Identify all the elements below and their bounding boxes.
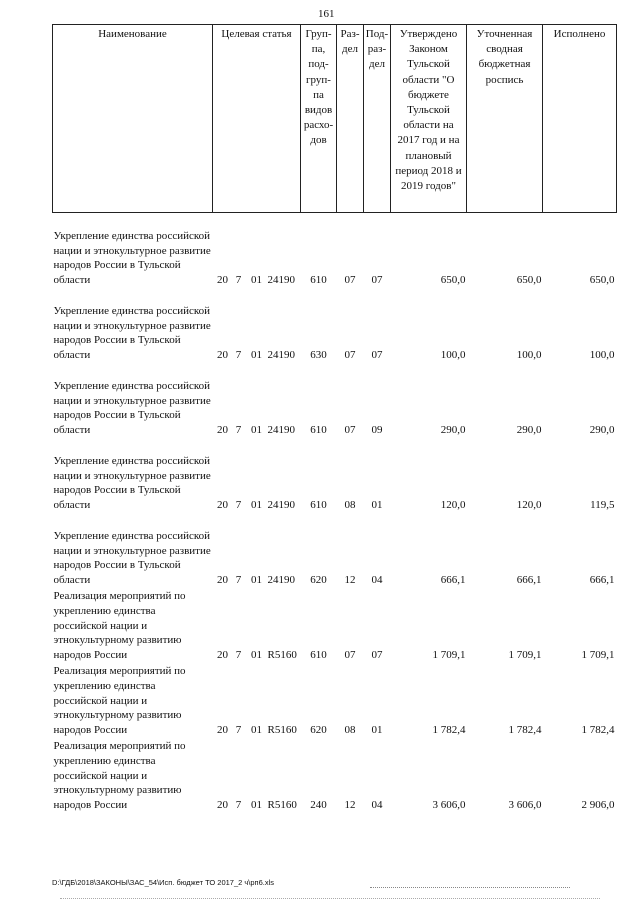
target-code-part: 24190 bbox=[267, 274, 295, 287]
target-code-part: 01 bbox=[251, 799, 262, 812]
row-group: 610 bbox=[310, 649, 327, 662]
header-executed: Исполнено bbox=[543, 25, 617, 213]
header-section: Раз-дел bbox=[337, 25, 364, 213]
budget-table bbox=[52, 24, 617, 813]
target-code-part: 01 bbox=[251, 349, 262, 362]
row-executed: 2 906,0 bbox=[581, 799, 615, 812]
row-group: 630 bbox=[310, 349, 327, 362]
row-approved: 1 709,1 bbox=[432, 649, 466, 662]
table-row bbox=[53, 663, 617, 738]
row-group: 620 bbox=[310, 574, 327, 587]
target-code-part: 20 bbox=[217, 799, 228, 812]
header-target: Целевая статья bbox=[213, 25, 301, 213]
row-section: 07 bbox=[344, 349, 356, 362]
table-row bbox=[53, 588, 617, 663]
page-number: 161 bbox=[318, 8, 335, 20]
row-section: 12 bbox=[344, 799, 356, 812]
row-name: Укрепление единства российской нации и этнокультурное развитие народов России в Тульской области bbox=[53, 229, 211, 287]
row-name: Реализация мероприятий по укреплению единства российской нации и этнокультурному развитию народов России bbox=[53, 590, 186, 662]
target-code-part: 7 bbox=[235, 649, 242, 662]
row-executed: 1 782,4 bbox=[581, 724, 615, 737]
header-name: Наименование bbox=[53, 25, 213, 213]
row-approved: 120,0 bbox=[440, 499, 466, 512]
row-approved: 290,0 bbox=[440, 424, 466, 437]
row-subsection: 07 bbox=[371, 649, 383, 662]
target-code-part: 01 bbox=[251, 274, 262, 287]
row-refined: 666,1 bbox=[516, 574, 542, 587]
row-subsection: 04 bbox=[371, 799, 383, 812]
row-refined: 120,0 bbox=[516, 499, 542, 512]
table-row bbox=[53, 438, 617, 513]
table-row bbox=[53, 513, 617, 588]
table-row bbox=[53, 213, 617, 289]
row-executed: 100,0 bbox=[589, 349, 615, 362]
row-section: 07 bbox=[344, 649, 356, 662]
target-code-part: 24190 bbox=[267, 349, 295, 362]
row-approved: 650,0 bbox=[440, 274, 466, 287]
row-approved: 100,0 bbox=[440, 349, 466, 362]
target-code-part: 01 bbox=[251, 649, 262, 662]
target-code-part: 7 bbox=[235, 724, 242, 737]
row-subsection: 07 bbox=[371, 274, 383, 287]
row-subsection: 07 bbox=[371, 349, 383, 362]
target-code-part: 7 bbox=[235, 349, 242, 362]
row-group: 240 bbox=[310, 799, 327, 812]
target-code-part: 24190 bbox=[267, 424, 295, 437]
file-path-footer: D:\ГДБ\2018\ЗАКОНЫ\ЗАС_54\Исп. бюджет ТО 2017_2 ч\рп6.xls bbox=[52, 878, 275, 887]
row-section: 08 bbox=[344, 724, 356, 737]
row-name: Укрепление единства российской нации и этнокультурное развитие народов России в Тульской области bbox=[53, 454, 211, 512]
row-target-code bbox=[213, 288, 301, 363]
row-group: 610 bbox=[310, 424, 327, 437]
target-code-part: 20 bbox=[217, 724, 228, 737]
row-executed: 650,0 bbox=[589, 274, 615, 287]
row-group: 620 bbox=[310, 724, 327, 737]
target-code-part: 20 bbox=[217, 349, 228, 362]
row-section: 07 bbox=[344, 424, 356, 437]
row-name: Укрепление единства российской нации и этнокультурное развитие народов России в Тульской области bbox=[53, 379, 211, 437]
row-subsection: 04 bbox=[371, 574, 383, 587]
row-executed: 119,5 bbox=[590, 499, 615, 512]
target-code-part: 20 bbox=[217, 499, 228, 512]
bottom-divider bbox=[60, 898, 600, 899]
target-code-part: 7 bbox=[235, 499, 242, 512]
target-code-part: 01 bbox=[251, 424, 262, 437]
row-subsection: 09 bbox=[371, 424, 383, 437]
row-section: 08 bbox=[344, 499, 356, 512]
target-code-part: 24190 bbox=[267, 574, 295, 587]
target-code-part: 7 bbox=[235, 799, 242, 812]
row-name: Реализация мероприятий по укреплению единства российской нации и этнокультурному развитию народов России bbox=[53, 740, 186, 812]
footer-divider bbox=[370, 887, 570, 888]
header-row bbox=[53, 25, 617, 213]
target-code-part: 20 bbox=[217, 574, 228, 587]
row-name: Укрепление единства российской нации и этнокультурное развитие народов России в Тульской области bbox=[53, 304, 211, 362]
table-row bbox=[53, 738, 617, 813]
table-body bbox=[53, 213, 617, 814]
header-subsection: Под-раз-дел bbox=[364, 25, 391, 213]
target-code-part: R5160 bbox=[267, 799, 297, 812]
row-target-code bbox=[213, 438, 301, 513]
row-refined: 100,0 bbox=[516, 349, 542, 362]
row-subsection: 01 bbox=[371, 724, 383, 737]
target-code-part: R5160 bbox=[267, 649, 297, 662]
row-approved: 3 606,0 bbox=[432, 799, 466, 812]
table-row bbox=[53, 288, 617, 363]
row-subsection: 01 bbox=[371, 499, 383, 512]
header-approved: Утверждено Законом Тульской области "О бюджете Тульской области на 2017 год и на плановый период 2018 и 2019 годов" bbox=[391, 25, 467, 213]
row-executed: 666,1 bbox=[589, 574, 615, 587]
target-code-part: 20 bbox=[217, 424, 228, 437]
target-code-part: 01 bbox=[251, 574, 262, 587]
target-code-part: 7 bbox=[235, 424, 242, 437]
target-code-part: 01 bbox=[251, 499, 262, 512]
row-refined: 3 606,0 bbox=[508, 799, 542, 812]
row-executed: 290,0 bbox=[589, 424, 615, 437]
row-refined: 290,0 bbox=[516, 424, 542, 437]
target-code-part: 7 bbox=[235, 274, 242, 287]
row-name: Реализация мероприятий по укреплению единства российской нации и этнокультурному развитию народов России bbox=[53, 665, 186, 737]
target-code-part: 20 bbox=[217, 649, 228, 662]
row-target-code bbox=[213, 363, 301, 438]
row-approved: 666,1 bbox=[440, 574, 466, 587]
row-target-code bbox=[213, 738, 301, 813]
target-code-part: 20 bbox=[217, 274, 228, 287]
row-name: Укрепление единства российской нации и этнокультурное развитие народов Росcии в Тульской области bbox=[53, 529, 211, 587]
row-group: 610 bbox=[310, 499, 327, 512]
row-refined: 1 782,4 bbox=[508, 724, 542, 737]
row-refined: 650,0 bbox=[516, 274, 542, 287]
row-refined: 1 709,1 bbox=[508, 649, 542, 662]
header-refined: Уточненная сводная бюджетная роспись bbox=[467, 25, 543, 213]
target-code-part: 01 bbox=[251, 724, 262, 737]
row-section: 07 bbox=[344, 274, 356, 287]
row-group: 610 bbox=[310, 274, 327, 287]
row-approved: 1 782,4 bbox=[432, 724, 466, 737]
table-row bbox=[53, 363, 617, 438]
row-target-code bbox=[213, 513, 301, 588]
row-section: 12 bbox=[344, 574, 356, 587]
row-target-code bbox=[213, 588, 301, 663]
target-code-part: 7 bbox=[235, 574, 242, 587]
row-executed: 1 709,1 bbox=[581, 649, 615, 662]
header-group: Груп-па, под-груп-па видов расхо-дов bbox=[301, 25, 337, 213]
target-code-part: 24190 bbox=[267, 499, 295, 512]
row-target-code bbox=[213, 663, 301, 738]
row-target-code bbox=[213, 213, 301, 289]
target-code-part: R5160 bbox=[267, 724, 297, 737]
